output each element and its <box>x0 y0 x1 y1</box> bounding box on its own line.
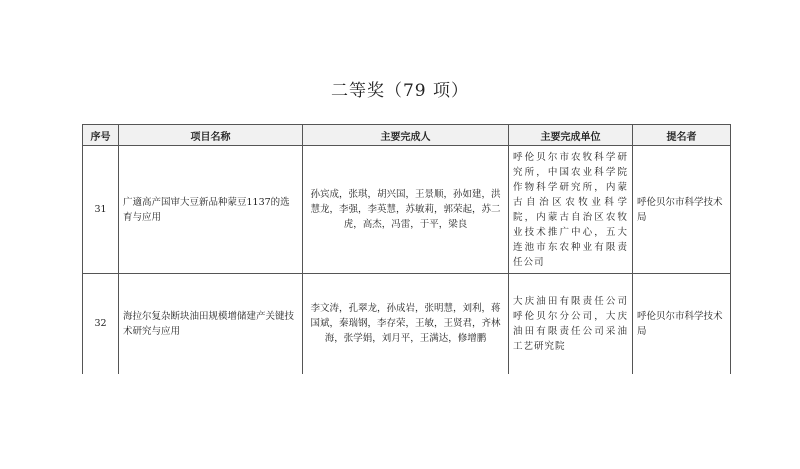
main-unit: 呼伦贝尔市农牧科学研究所，中国农业科学院作物科学研究所，内蒙古自治区农牧业科学院，内蒙古自治区农牧业技术推广中心，五大连池市东农种业有限责任公司 <box>509 146 633 274</box>
table-row <box>83 146 731 274</box>
header-nominator: 提名者 <box>633 125 731 146</box>
header-project-name: 项目名称 <box>119 125 303 146</box>
row-number: 31 <box>83 146 119 274</box>
project-name: 广適高产国审大豆新品种蒙豆1137的选育与应用 <box>119 146 303 274</box>
nominator: 呼伦贝尔市科学技术局 <box>633 146 731 274</box>
table-header-row <box>83 125 731 146</box>
main-people: 孙宾成，张琪，胡兴国，王景顺，孙如建，洪慧龙，李强，李英慧，苏敏莉，郭荣起，苏二虎，高杰，冯雷，于平，梁良 <box>303 146 509 274</box>
page-title: 二等奖（79 项） <box>330 81 470 101</box>
header-main-people: 主要完成人 <box>303 125 509 146</box>
header-no: 序号 <box>83 125 119 146</box>
table-row <box>83 274 731 374</box>
main-people: 李文涛，孔翠龙，孙成岩，张明慧，刘利，蒋国斌，秦瑞钢，李存荣，王敏，王贤君，齐林海，张学娟，刘月平，王满达，修增鹏 <box>303 274 509 374</box>
project-name: 海拉尔复杂断块油田规模增储建产关键技术研究与应用 <box>119 274 303 374</box>
main-unit: 大庆油田有限责任公司呼伦贝尔分公司，大庆油田有限责任公司采油工艺研究院 <box>509 274 633 374</box>
header-main-unit: 主要完成单位 <box>509 125 633 146</box>
awards-table <box>82 124 731 374</box>
row-number: 32 <box>83 274 119 374</box>
nominator: 呼伦贝尔市科学技术局 <box>633 274 731 374</box>
